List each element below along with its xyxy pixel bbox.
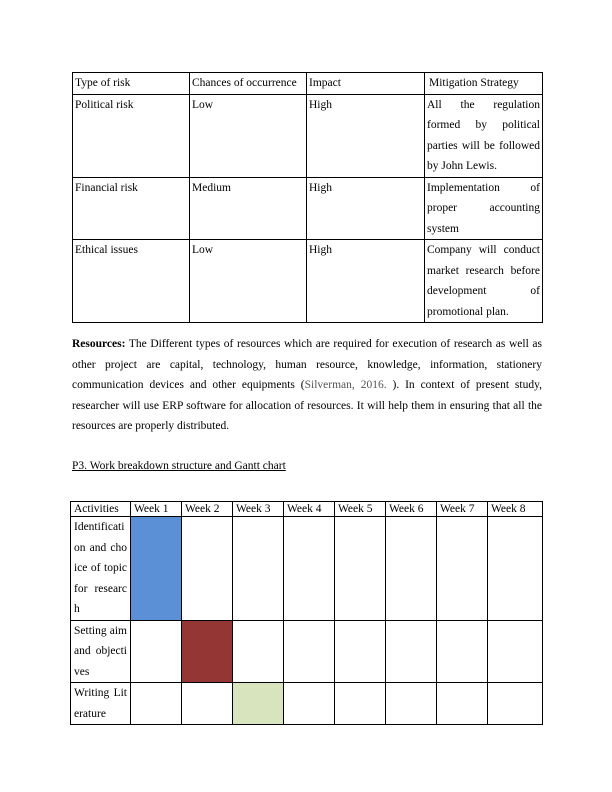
risk-mitigation: All the regulation formed by political parties will be followed by John Lewis.: [425, 94, 543, 177]
gantt-header-row: [71, 502, 543, 517]
gantt-row: [71, 517, 543, 621]
risk-table-header: [73, 73, 543, 95]
header-week-4: Week 4: [284, 502, 335, 517]
gantt-row: [71, 683, 543, 725]
resources-paragraph: [72, 334, 542, 437]
gantt-cell: [386, 683, 437, 725]
risk-table: [72, 72, 543, 323]
risk-impact: High: [307, 177, 425, 240]
header-week-8: Week 8: [488, 502, 543, 517]
risk-type: Ethical issues: [73, 240, 190, 323]
gantt-cell: [284, 620, 335, 683]
header-week-7: Week 7: [437, 502, 488, 517]
risk-type: Financial risk: [73, 177, 190, 240]
gantt-row: [71, 620, 543, 683]
header-activities: Activities: [71, 502, 131, 517]
table-row: [73, 240, 543, 323]
gantt-cell: [182, 683, 233, 725]
gantt-bar-week-2: [182, 620, 233, 683]
gantt-cell: [335, 620, 386, 683]
risk-chance: Low: [190, 94, 307, 177]
citation: Silverman, 2016.: [304, 379, 393, 391]
risk-mitigation: Implementation of proper accounting system: [425, 177, 543, 240]
gantt-cell: [488, 683, 543, 725]
header-week-5: Week 5: [335, 502, 386, 517]
section-heading: P3. Work breakdown structure and Gantt chart: [72, 460, 286, 472]
gantt-bar-week-1: [131, 517, 182, 621]
gantt-cell: [488, 517, 543, 621]
table-row: [73, 94, 543, 177]
risk-impact: High: [307, 240, 425, 323]
gantt-cell: [335, 683, 386, 725]
risk-impact: High: [307, 94, 425, 177]
gantt-cell: [437, 620, 488, 683]
header-type-of-risk: Type of risk: [73, 73, 190, 95]
gantt-cell: [488, 620, 543, 683]
gantt-cell: [386, 517, 437, 621]
activity-label: Setting aim and objectives: [71, 620, 131, 683]
header-chances: Chances of occurrence: [190, 73, 307, 95]
header-week-3: Week 3: [233, 502, 284, 517]
gantt-cell: [335, 517, 386, 621]
risk-type: Political risk: [73, 94, 190, 177]
header-week-6: Week 6: [386, 502, 437, 517]
activity-label: Writing Literature: [71, 683, 131, 725]
gantt-cell: [131, 683, 182, 725]
gantt-cell: [437, 517, 488, 621]
resources-text-before: The Different types of resources which are required for execution of research as well as other project are capital, technology, human resource, knowledge, information, stationery communication devices and other equipments (: [72, 338, 542, 391]
gantt-cell: [437, 683, 488, 725]
resources-label: Resources:: [72, 338, 126, 350]
gantt-cell: [131, 620, 182, 683]
gantt-cell: [233, 620, 284, 683]
header-mitigation: Mitigation Strategy: [425, 73, 543, 95]
gantt-cell: [284, 517, 335, 621]
table-row: [73, 177, 543, 240]
gantt-cell: [284, 683, 335, 725]
risk-chance: Medium: [190, 177, 307, 240]
header-week-2: Week 2: [182, 502, 233, 517]
activity-label: Identification and choice of topic for research: [71, 517, 131, 621]
gantt-cell: [233, 517, 284, 621]
resources-text-after: ). In context of present study, researcher will use ERP software for allocation of resources. It will help them in ensuring that all the resources are properly distributed.: [72, 379, 542, 432]
risk-mitigation: Company will conduct market research before development of promotional plan.: [425, 240, 543, 323]
header-impact: Impact: [307, 73, 425, 95]
gantt-cell: [182, 517, 233, 621]
gantt-bar-week-3: [233, 683, 284, 725]
risk-chance: Low: [190, 240, 307, 323]
header-week-1: Week 1: [131, 502, 182, 517]
gantt-cell: [386, 620, 437, 683]
gantt-chart-table: [70, 501, 543, 725]
